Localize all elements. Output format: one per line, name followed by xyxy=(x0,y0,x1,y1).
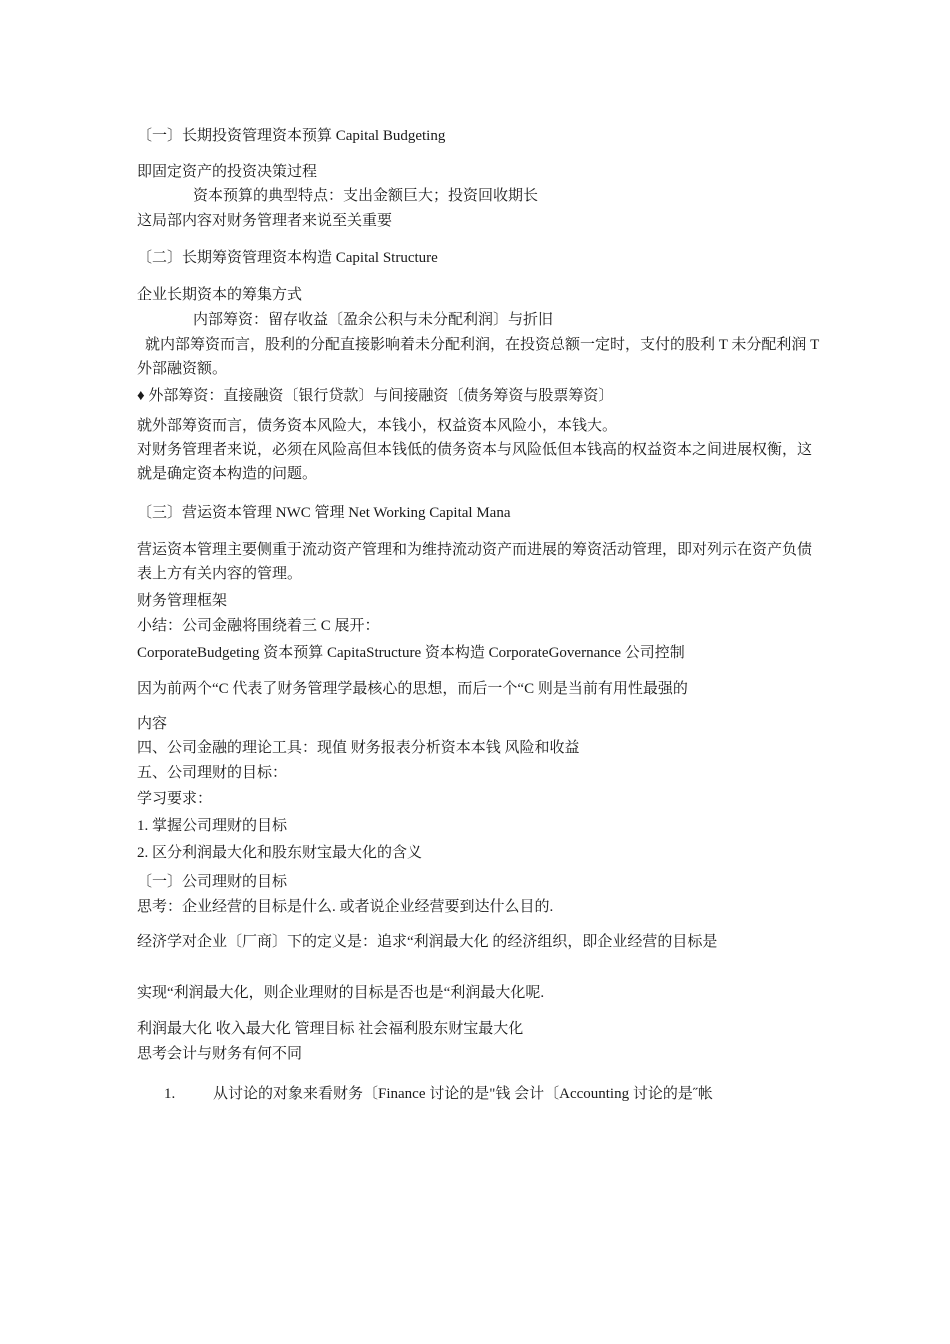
paragraph-line: 四、公司金融的理论工具：现值 财务报表分析资本本钱 风险和收益 xyxy=(137,740,580,756)
paragraph-line: 财务管理框架 xyxy=(137,593,228,609)
paragraph-line: 内部筹资：留存收益〔盈余公积与未分配利润〕与折旧 xyxy=(193,312,554,328)
paragraph-line: 企业长期资本的筹集方式 xyxy=(137,287,303,303)
paragraph: 对财务管理者来说，必须在风险高但本钱低的债务资本与风险低但本钱高的权益资本之间进展权衡，这就是确定资本构造的问题。 xyxy=(137,442,813,482)
section-heading-nwc: 〔三〕营运资本管理 NWC 管理 Net Working Capital Mana xyxy=(137,505,511,521)
paragraph-line: 即固定资产的投资决策过程 xyxy=(137,164,318,180)
paragraph-line: 小结：公司金融将围绕着三 C 展开： xyxy=(137,618,380,634)
bullet-paragraph: ♦ 外部筹资：直接融资〔银行贷款〕与间接融资〔债务筹资与股票筹资〕 xyxy=(137,388,614,404)
list-item: 1. 掌握公司理财的目标 xyxy=(137,818,288,834)
paragraph: 营运资本管理主要侧重于流动资产管理和为维持流动资产而进展的筹资活动管理，即对列示在资产负债表上方有关内容的管理。 xyxy=(137,542,813,582)
section-heading-capital-budgeting: 〔一〕长期投资管理资本预算 Capital Budgeting xyxy=(137,128,446,144)
paragraph-line: 就外部筹资而言，债务资本风险大，本钱小，权益资本风险小，本钱大。 xyxy=(137,418,618,434)
list-number: 1. xyxy=(164,1086,176,1102)
paragraph-line: 五、公司理财的目标： xyxy=(137,765,288,781)
paragraph-line: 资本预算的典型特点：支出金额巨大；投资回收期长 xyxy=(193,188,539,204)
paragraph-line: CorporateBudgeting 资本预算 CapitaStructure 资本构造 CorporateGovernance 公司控制 xyxy=(137,645,685,661)
paragraph-line: 因为前两个“C 代表了财务管理学最核心的思想，而后一个“C 则是当前有用性最强的 xyxy=(137,681,688,697)
section-heading-capital-structure: 〔二〕长期筹资管理资本构造 Capital Structure xyxy=(137,250,438,266)
paragraph-line: 利润最大化 收入最大化 管理目标 社会福利股东财宝最大化 xyxy=(137,1021,524,1037)
paragraph-line: 内容 xyxy=(137,716,168,732)
paragraph-line: 经济学对企业〔厂商〕下的定义是：追求“利润最大化 的经济组织，即企业经营的目标是 xyxy=(137,934,718,950)
paragraph-line: 学习要求： xyxy=(137,791,213,807)
list-item-text: 从讨论的对象来看财务〔Finance 讨论的是"钱 会计〔Accounting 讨论的是˝帐 xyxy=(213,1086,713,1102)
paragraph: 就内部筹资而言，股利的分配直接影响着未分配利润，在投资总额一定时，支付的股利 T 未分配利润 T 外部融资额。 xyxy=(137,337,820,377)
paragraph-line: 这局部内容对财务管理者来说至关重要 xyxy=(137,213,393,229)
paragraph-line: 实现“利润最大化，则企业理财的目标是否也是“利润最大化呢. xyxy=(137,985,545,1001)
list-item: 2. 区分利润最大化和股东财宝最大化的含义 xyxy=(137,845,423,861)
paragraph-line: 思考：企业经营的目标是什么. 或者说企业经营要到达什么目的. xyxy=(137,899,554,915)
paragraph-line: 思考会计与财务有何不同 xyxy=(137,1046,303,1062)
subheading: 〔一〕公司理财的目标 xyxy=(137,874,288,890)
